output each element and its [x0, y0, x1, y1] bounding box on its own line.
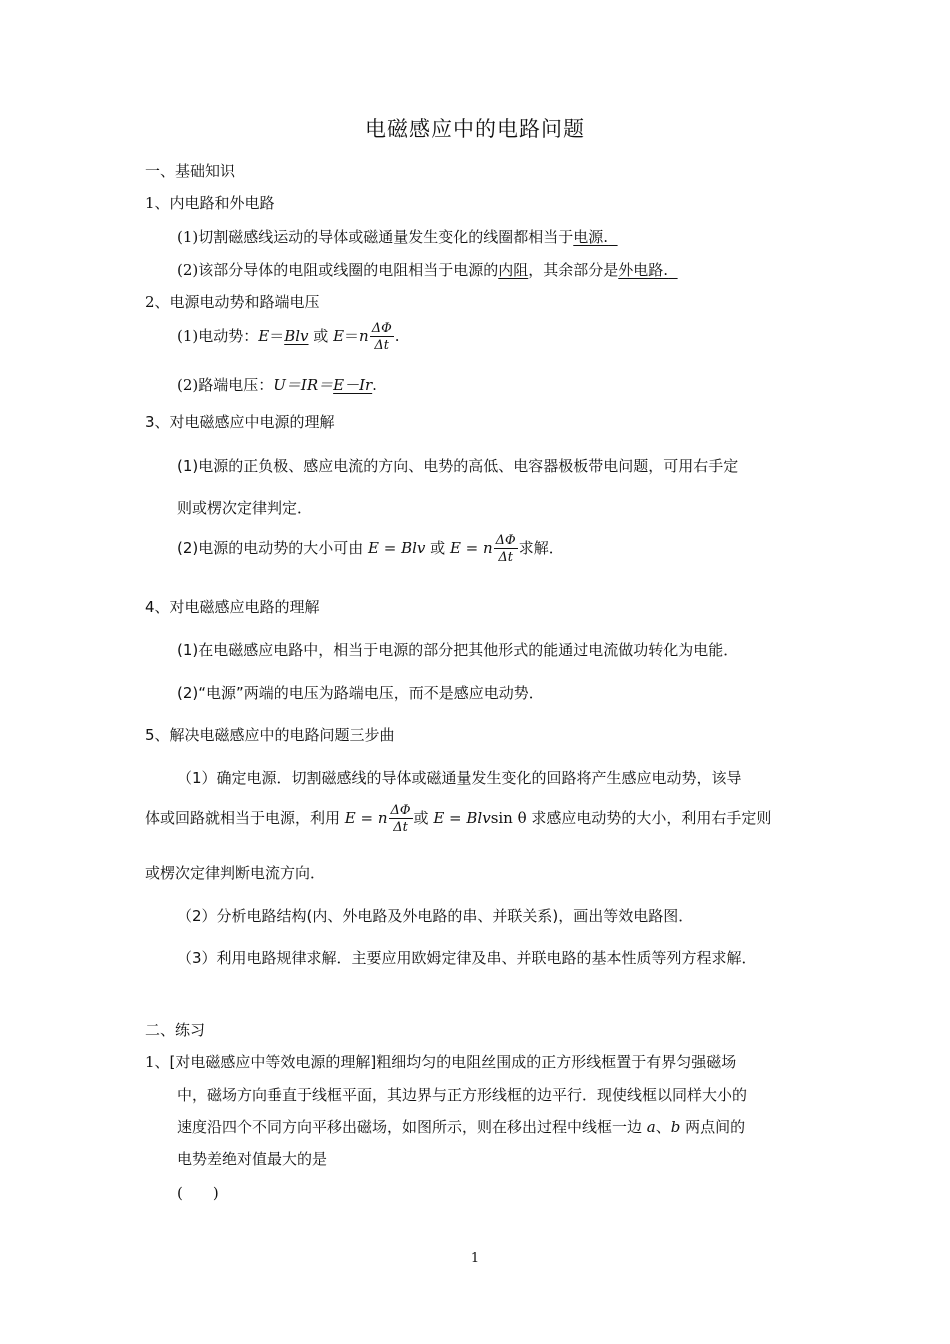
s5-frac-num: ΔΦ — [390, 803, 411, 818]
s2-heading: 2、电源电动势和路端电压 — [145, 293, 320, 311]
s5-p2: （2）分析电路结构(内、外电路及外电路的串、并联关系)，画出等效电路图． — [177, 907, 694, 925]
q1-line1 — [145, 1051, 736, 1072]
s2-voltage-line — [177, 374, 377, 395]
s3-frac-num: ΔΦ — [495, 533, 516, 548]
q1-answer-blank: ( ) — [177, 1184, 219, 1202]
emf-or: 或 — [308, 327, 334, 345]
s3-p2-formula2: E = n — [449, 539, 493, 557]
s5-p1b-sin: sin θ — [490, 809, 527, 827]
q1-point-b: b — [670, 1118, 681, 1136]
page-title: 电磁感应中的电路问题 — [365, 117, 585, 141]
s4-p2: (2)“电源”两端的电压为路端电压，而不是感应电动势． — [177, 684, 544, 702]
s4-heading: 4、对电磁感应电路的理解 — [145, 598, 320, 616]
s5-p3: （3）利用电路规律求解．主要应用欧姆定律及串、并联电路的基本性质等列方程求解． — [177, 949, 757, 967]
s5-p1a: （1）确定电源．切割磁感线的导体或磁通量发生变化的回路将产生感应电动势，该导 — [177, 769, 742, 787]
emf-frac-den: Δt — [374, 338, 390, 353]
s3-p2-text: (2)电源的电动势的大小可由 — [177, 539, 369, 557]
s5-p1c: 或楞次定律判断电流方向． — [145, 864, 326, 882]
s3-p2-fraction — [494, 534, 518, 564]
u-end: . — [372, 376, 377, 394]
s1-line1-blank: 电源. — [573, 228, 609, 246]
s1-line2 — [177, 259, 678, 280]
u-label: (2)路端电压： — [177, 376, 274, 394]
s3-heading: 3、对电磁感应中电源的理解 — [145, 413, 335, 431]
emf-blv-blank: Blv — [284, 327, 309, 345]
s3-frac-den: Δt — [498, 550, 513, 565]
s3-p2-formula1: E = Blv — [368, 539, 426, 557]
s1-line1-text: (1)切割磁感线运动的导体或磁通量发生变化的线圈都相当于 — [177, 228, 574, 246]
s5-heading: 5、解决电磁感应中的电路问题三步曲 — [145, 726, 395, 744]
page-number: 1 — [470, 1251, 480, 1266]
s1-line2-blank2: 外电路. — [618, 261, 669, 279]
section-heading-exercises: 二、练习 — [145, 1021, 206, 1039]
s5-p1b-or: 或 — [413, 809, 434, 827]
emf-e1: E — [258, 327, 270, 345]
s5-frac-den: Δt — [393, 820, 408, 835]
u-formula: U＝IR＝ — [273, 376, 334, 394]
s3-p1b: 则或楞次定律判定． — [177, 499, 313, 517]
s1-line2-mid: ，其余部分是 — [528, 261, 619, 279]
s5-p1b-formula2: E = Blv — [433, 809, 491, 827]
q1-sep: 、 — [655, 1118, 671, 1136]
emf-eq1: ＝ — [269, 327, 285, 345]
u-blank: E－Ir — [333, 376, 373, 394]
q1-line3-pre: 速度沿四个不同方向平移出磁场，如图所示，则在移出过程中线框一边 — [177, 1118, 647, 1136]
q1-line3 — [177, 1116, 745, 1137]
emf-label: (1)电动势： — [177, 327, 259, 345]
q1-line2: 中，磁场方向垂直于线框平面，其边界与正方形线框的边平行．现使线框以同样大小的 — [177, 1086, 748, 1104]
emf-n: n — [359, 327, 369, 345]
emf-frac-num: ΔΦ — [371, 321, 392, 336]
section-heading-basics: 一、基础知识 — [145, 162, 236, 180]
emf-e2: E — [333, 327, 345, 345]
s5-p1b-formula1: E = n — [344, 809, 388, 827]
s1-line2-blank1: 内阻 — [498, 261, 529, 279]
q1-point-a: a — [646, 1118, 656, 1136]
q1-tag: [对电磁感应中等效电源的理解] — [169, 1053, 377, 1071]
s3-p2-or: 或 — [425, 539, 450, 557]
s5-p1b — [145, 804, 771, 834]
q1-line4: 电势差绝对值最大的是 — [177, 1150, 328, 1168]
emf-end: . — [394, 327, 400, 345]
s5-p1b-pre: 体或回路就相当于电源，利用 — [145, 809, 345, 827]
emf-fraction — [370, 322, 394, 352]
s3-p2 — [177, 534, 564, 564]
s1-line1 — [177, 226, 618, 247]
s5-p1b-post: 求感应电动势的大小，利用右手定则 — [526, 809, 772, 827]
q1-line1-text: 粗细均匀的电阻丝围成的正方形线框置于有界匀强磁场 — [376, 1053, 737, 1071]
emf-eq2: ＝ — [344, 327, 360, 345]
s4-p1: (1)在电磁感应电路中，相当于电源的部分把其他形式的能通过电流做功转化为电能． — [177, 641, 739, 659]
q1-line3-post: 两点间的 — [680, 1118, 746, 1136]
s5-p1b-fraction — [389, 804, 413, 834]
q1-number: 1、 — [145, 1053, 170, 1071]
s3-p1a: (1)电源的正负极、感应电流的方向、电势的高低、电容器极板带电问题，可用右手定 — [177, 457, 739, 475]
s2-emf-line — [177, 322, 400, 352]
s1-heading: 1、内电路和外电路 — [145, 194, 275, 212]
s3-p2-end: 求解． — [518, 539, 564, 557]
s1-line2-text: (2)该部分导体的电阻或线圈的电阻相当于电源的 — [177, 261, 499, 279]
